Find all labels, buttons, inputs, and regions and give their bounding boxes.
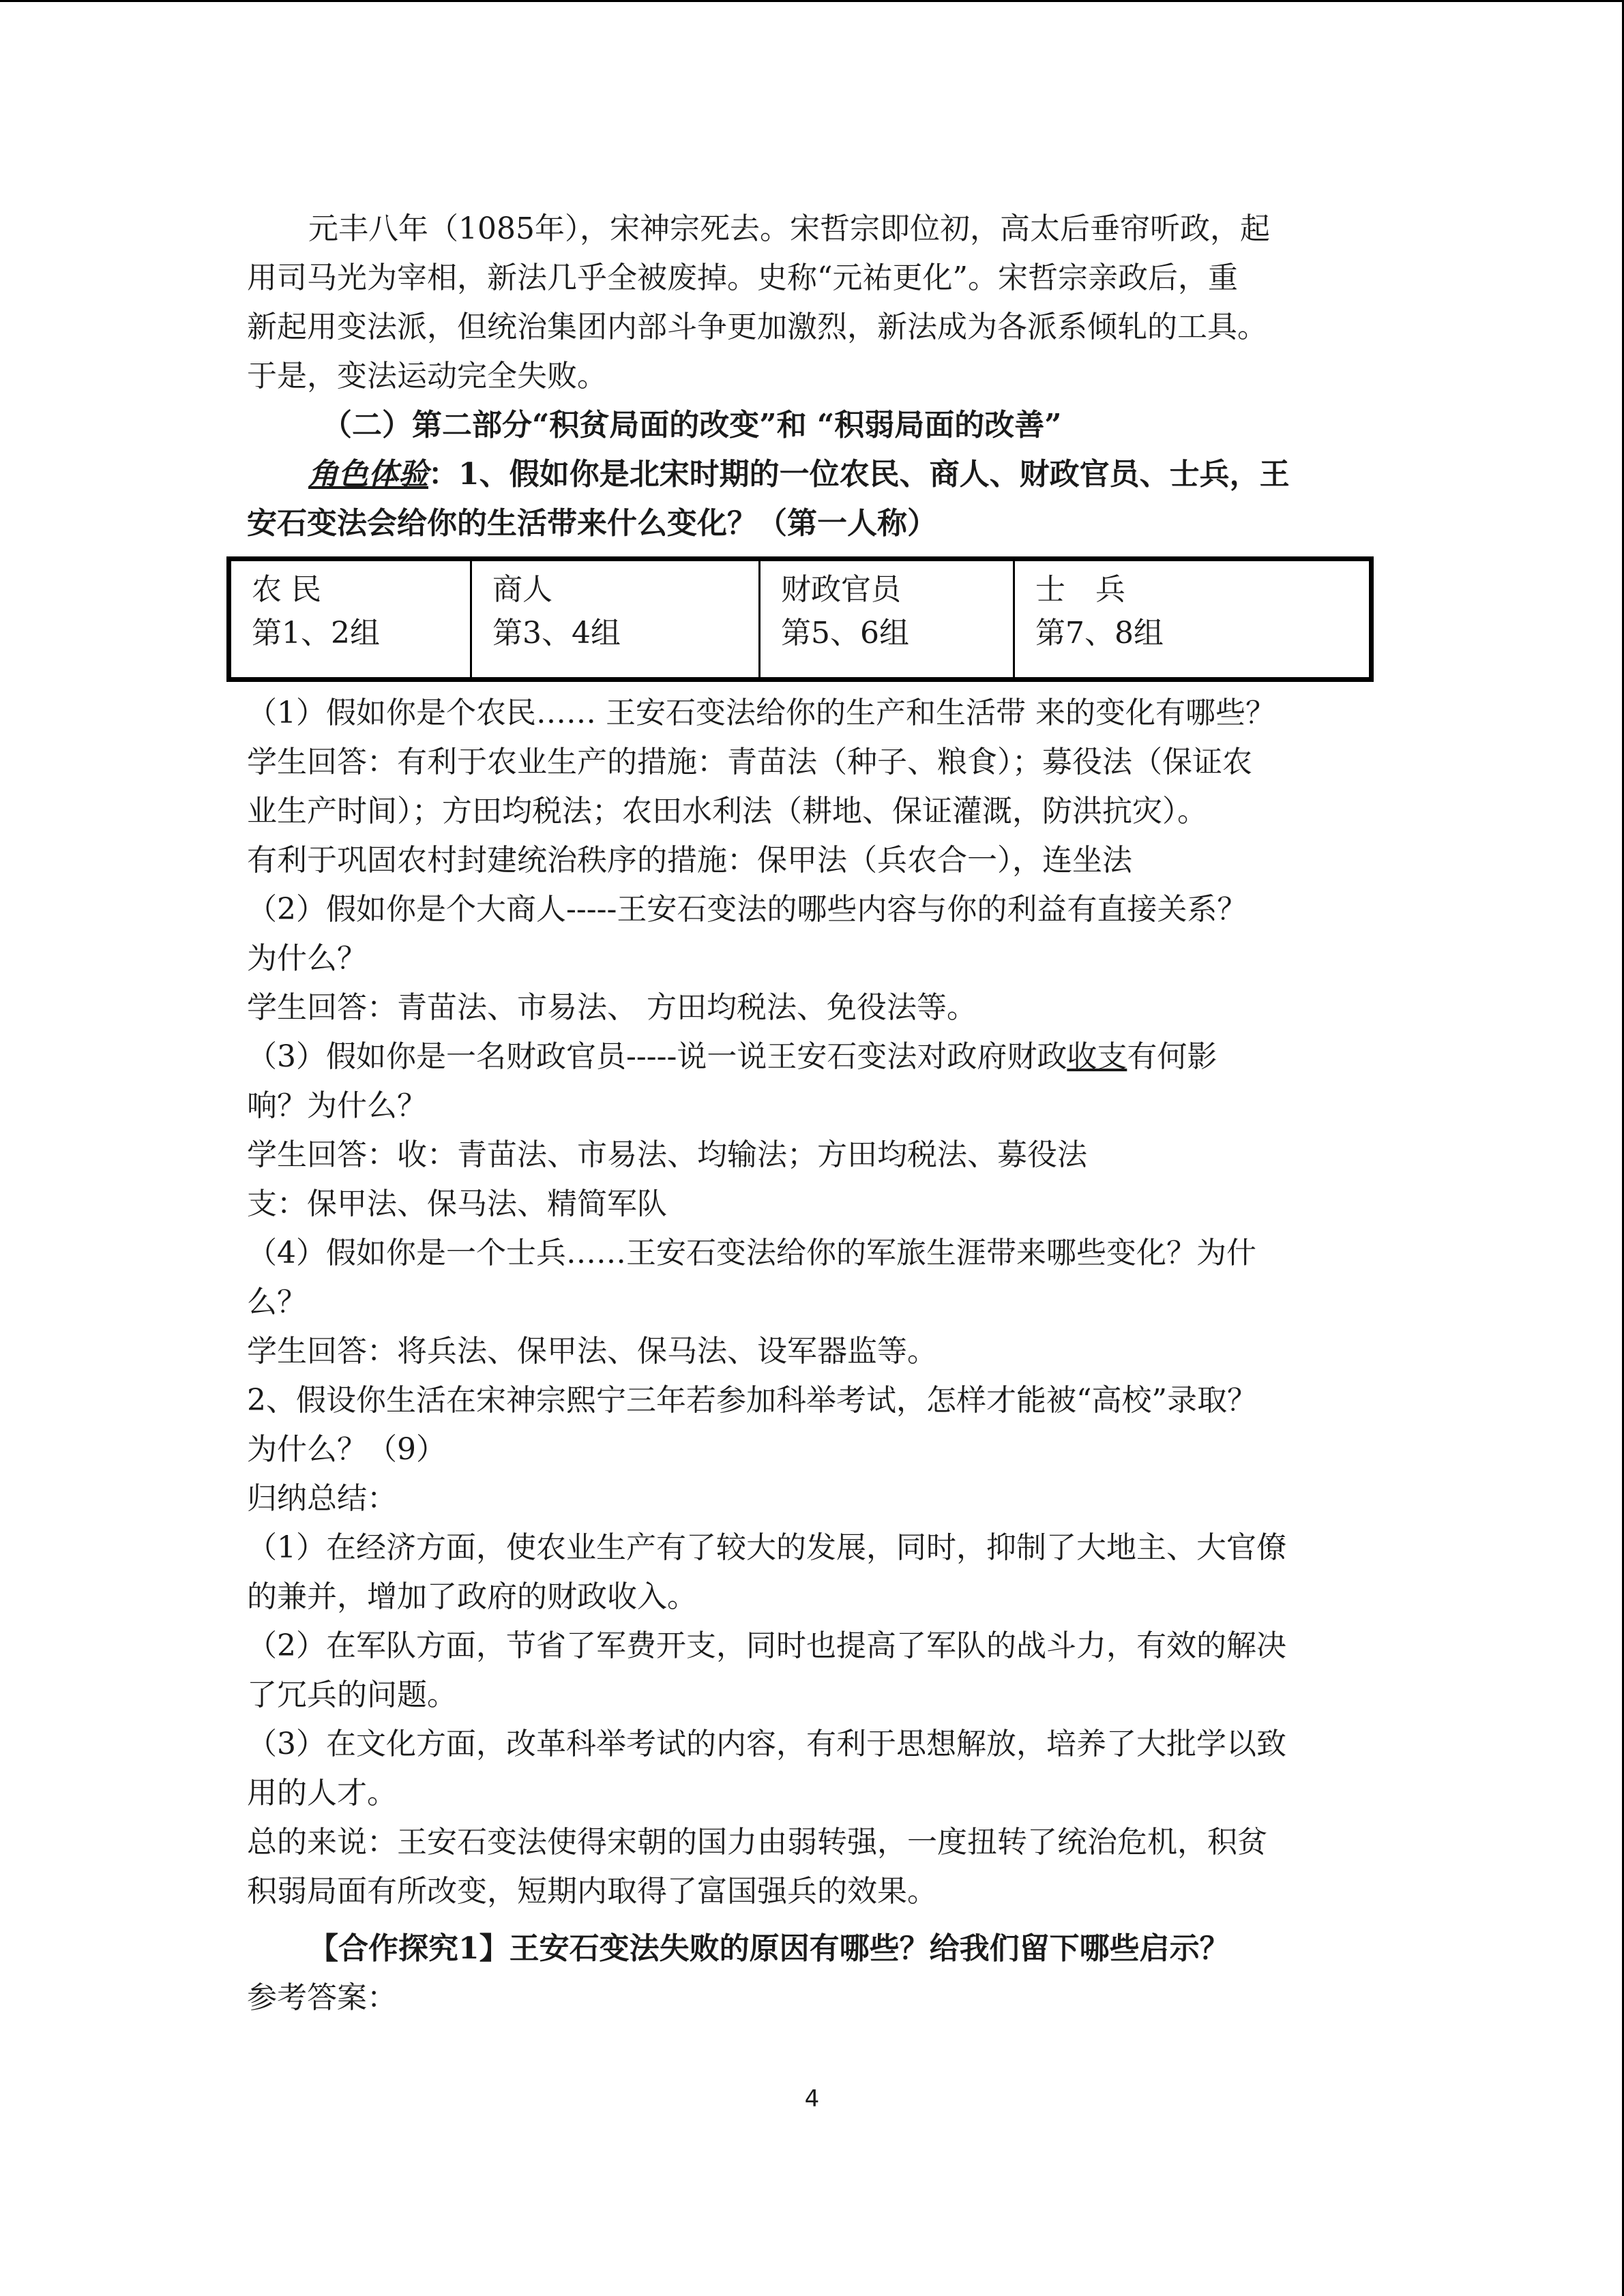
- page-top-border: [0, 0, 1624, 2]
- table-cell-soldier: [1014, 559, 1372, 680]
- text-line: 了冗兵的问题。: [247, 1678, 457, 1712]
- role-name: 士 兵: [1035, 572, 1125, 607]
- group-name: 第5、6组: [781, 616, 909, 651]
- text-line: 总的来说：王安石变法使得宋朝的国力由弱转强，一度扭转了统治危机，积贫: [247, 1825, 1267, 1860]
- table-cell-farmer: [229, 559, 471, 680]
- text-line: 响？为什么？: [247, 1088, 427, 1123]
- paragraph-line: 于是，变法运动完全失败。: [247, 359, 607, 393]
- table-cell-official: [760, 559, 1014, 680]
- text-line: 学生回答：收：青苗法、市易法、均输法；方田均税法、募役法: [247, 1137, 1087, 1172]
- text-line: 用的人才。: [247, 1776, 397, 1810]
- text-line: 有利于巩固农村封建统治秩序的措施：保甲法（兵农合一），连坐法: [247, 843, 1132, 878]
- role-groups-table: [226, 556, 1374, 682]
- group-name: 第3、4组: [492, 616, 621, 651]
- document-body: [247, 205, 1379, 2023]
- text-line: 的兼并，增加了政府的财政收入。: [247, 1579, 697, 1614]
- text-line: 学生回答：青苗法、市易法、 方田均税法、免役法等。: [247, 990, 977, 1025]
- question-3-text: （3）假如你是一名财政官员-----说一说王安石变法对政府财政: [247, 1039, 1067, 1074]
- role-experience-line-2: 安石变法会给你的生活带来什么变化？（第一人称）: [247, 506, 937, 541]
- role-name: 财政官员: [781, 572, 901, 607]
- text-line: 积弱局面有所改变，短期内取得了富国强兵的效果。: [247, 1874, 937, 1909]
- cooperation-heading: 【合作探究1】王安石变法失败的原因有哪些？给我们留下哪些启示？: [308, 1931, 1230, 1966]
- question-3-text-end: 有何影: [1127, 1039, 1217, 1074]
- table-cell-merchant: [471, 559, 760, 680]
- role-experience-text: ：1、假如你是北宋时期的一位农民、商人、财政官员、士兵，王: [428, 457, 1290, 492]
- role-experience-label: 角色体验: [308, 457, 428, 492]
- page-number: 4: [804, 2085, 820, 2113]
- text-line: 归纳总结：: [247, 1481, 397, 1516]
- text-line: 业生产时间）；方田均税法；农田水利法（耕地、保证灌溉，防洪抗灾）。: [247, 794, 1207, 829]
- spacer: [247, 1916, 1379, 1924]
- text-line: 支：保甲法、保马法、精简军队: [247, 1187, 667, 1221]
- group-name: 第1、2组: [252, 616, 380, 651]
- text-line: 么？: [247, 1285, 307, 1320]
- paragraph-line: 新起用变法派，但统治集团内部斗争更加激烈，新法成为各派系倾轧的工具。: [247, 310, 1267, 344]
- text-line: 学生回答：将兵法、保甲法、保马法、设军器监等。: [247, 1334, 937, 1369]
- underlined-term: 收支: [1067, 1039, 1127, 1074]
- reference-answer-label: 参考答案：: [247, 1980, 397, 2015]
- table-row: [229, 559, 1372, 680]
- paragraph-line: 用司马光为宰相，新法几乎全被废掉。史称“元祐更化”。宋哲宗亲政后，重: [247, 260, 1238, 295]
- text-line: 为什么？（9）: [247, 1432, 446, 1467]
- text-line: （2）在军队方面，节省了军费开支，同时也提高了军队的战斗力，有效的解决: [247, 1628, 1286, 1663]
- paragraph-line: 元丰八年（1085年），宋神宗死去。宋哲宗即位初，高太后垂帘听政，起: [308, 211, 1270, 246]
- section-heading: （二）第二部分“积贫局面的改变”和 “积弱局面的改善”: [322, 408, 1062, 443]
- text-line: （4）假如你是一个士兵……王安石变法给你的军旅生涯带来哪些变化？为什: [247, 1236, 1256, 1270]
- question-3-line: [247, 1032, 1379, 1082]
- text-line: （3）在文化方面，改革科举考试的内容，有利于思想解放，培养了大批学以致: [247, 1727, 1286, 1761]
- text-line: （1）在经济方面，使农业生产有了较大的发展，同时，抑制了大地主、大官僚: [247, 1530, 1286, 1565]
- role-name: 农 民: [252, 572, 321, 607]
- group-name: 第7、8组: [1035, 616, 1164, 651]
- text-line: 为什么？: [247, 941, 367, 976]
- role-name: 商人: [492, 572, 552, 607]
- text-line: （2）假如你是个大商人-----王安石变法的哪些内容与你的利益有直接关系？: [247, 892, 1247, 927]
- text-line: 学生回答：有利于农业生产的措施：青苗法（种子、粮食）；募役法（保证农: [247, 745, 1252, 779]
- text-line: 2、假设你生活在宋神宗熙宁三年若参加科举考试，怎样才能被“高校”录取？: [247, 1383, 1257, 1418]
- role-experience-line: [247, 450, 1379, 499]
- text-line: （1）假如你是个农民…… 王安石变法给你的生产和生活带 来的变化有哪些？: [247, 696, 1275, 730]
